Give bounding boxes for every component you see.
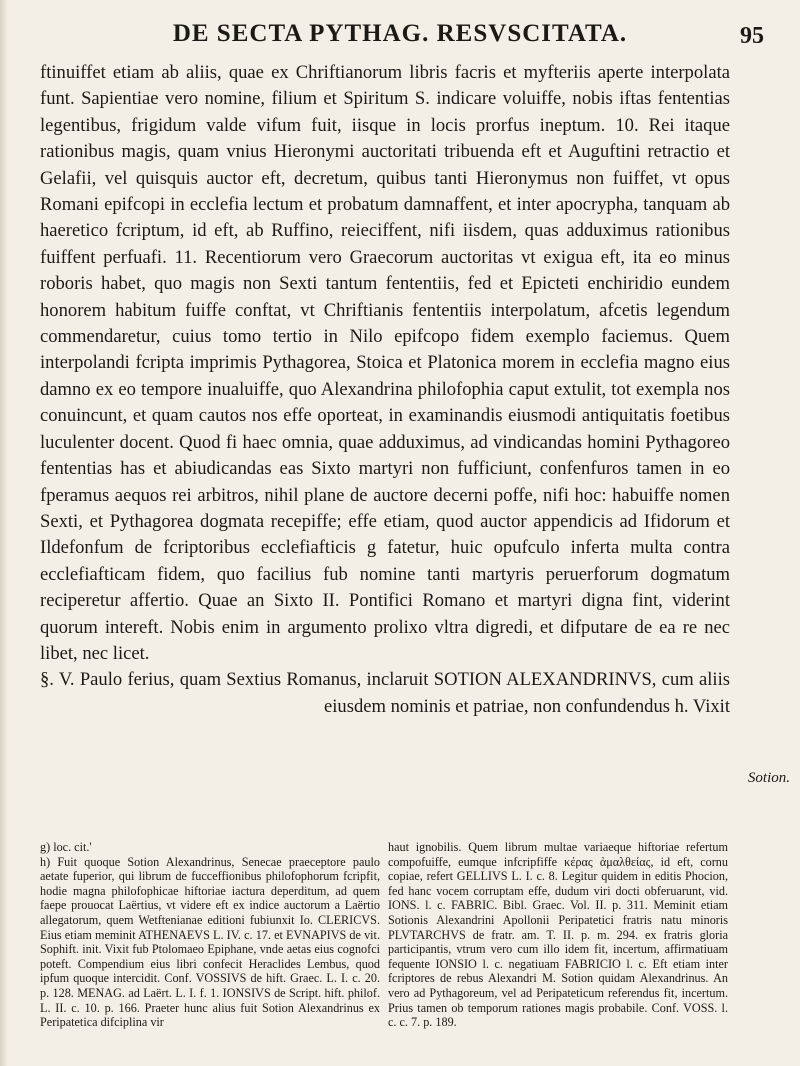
- footnote-g: g) loc. cit.': [40, 840, 92, 854]
- footnotes-left-column: [40, 840, 380, 1030]
- running-title: DE SECTA PYTHAG. RESVSCITATA.: [172, 20, 628, 47]
- page-edge-shadow: [0, 0, 8, 1066]
- margin-note-sotion: Sotion.: [747, 770, 790, 786]
- paragraph-2: §. V. Paulo ferius, quam Sextius Romanus, inclaruit SOTION ALEXANDRINVS, cum aliis eiusdem nominis et patriae, non confundendus h. Vixit: [40, 669, 730, 717]
- footnote-h-left: h) Fuit quoque Sotion Alexandrinus, Senecae praeceptore paulo aetate fuperior, qui librum de fucceffionibus philofophorum fcripfit, hodie magna philofophicae hiftoriae iactura deperditum, ad quem faepe prouocat Laërtius, vt videre eft ex indice auctorum a Laërtio allegatorum, quem Wetftenianae editioni fubiunxit Io. CLERICVS. Eius etiam meminit ATHENAEVS L. IV. c. 17. et EVNAPIVS de vit. Sophift. init. Vixit fub Ptolomaeo Epiphane, vnde aetas eius cognofci poteft. Compendium eius libri confecit Heraclides Lembus, quod ipfum quoque intercidit. Conf. VOSSIVS de hift. Graec. L. I. c. 20. p. 128. MENAG. ad Laërt. L. I. f. 1. IONSIVS de Script. hift. philof. L. II. c. 10. p. 166. Praeter hunc alius fuit Sotion Alexandrinus ex Peripatetica difciplina vir: [40, 854, 380, 1030]
- page-number: 95: [740, 23, 764, 49]
- footnotes-right-column: [388, 840, 728, 1030]
- footnote-h-right: haut ignobilis. Quem librum multae variaeque hiftoriae refertum compofuiffe, eumque infcripfiffe κέρας ἀμαλθείας, id eft, cornu copiae, refert GELLIVS L. I. c. 8. Legitur quidem in editis Phocion, fed hanc vocem corruptam effe, dudum viri docti obferuarunt, vid. IONS. l. c. FABRIC. Bibl. Graec. Vol. II. p. 311. Meminit etiam Sotionis Alexandrini Apollonii Peripatetici fratris natu minoris PLVTARCHVS de fratr. am. T. II. p. m. 294. ex fratris gloria participantis, vtrum vero cum illo idem fit, incertum, affirmatiuam fequente IONSIO l. c. negatiuam FABRICIO l. c. Eft etiam inter fcriptores de rebus Alexandri M. Sotion quidam Alexandrinus. An vero ad Pythagoreum, vel ad Peripateticum referendus fit, incertum. Prius tamen ob temporum rationes magis probabile. Conf. VOSS. l. c. c. 7. p. 189.: [388, 840, 728, 1030]
- main-text-block: [40, 60, 730, 720]
- paragraph-1: ftinuiffet etiam ab aliis, quae ex Chriftianorum libris facris et myfteriis aperte interpolata funt. Sapientiae vero nomine, filium et Spiritum S. indicare voluiffe, nobis iftas fententias legentibus, frigidum valde vifum fuit, iisque in locis prorfus ineptum. 10. Rei itaque rationibus magis, quam vnius Hieronymi auctoritati tribuenda eft et Auguftini retractio et Gelafii, vel quisquis auctor eft, decretum, quibus tanti Hieronymus non fuiffet, vt opus Romani epifcopi in ecclefia lectum et probatum damnaffent, et inter apocrypha, tanquam ab haeretico fcriptum, id eft, ab Ruffino, reieciffent, nifi iisdem, quas adduximus rationibus fuiffent perfuafi. 11. Recentiorum vero Graecorum auctoritas vt exigua eft, ita eo minus roboris habet, quo magis non Sexti tantum fententiis, fed et Epicteti enchiridio eundem honorem habitum fuiffe conftat, vt Chriftianis fententiis interpolatum, afcetis legendum commendaretur, cuius tomo tertio in Nilo epifcopo fidem exemplo faciemus. Quem interpolandi fcripta imprimis Pythagorea, Stoica et Platonica morem in ecclefia magno eius damno ex eo tempore inualuiffe, quo Alexandrina philofophia caput extulit, tot exempla nos conuincunt, et quam cautos nos effe oporteat, in examinandis eiusmodi antiquitatis foetibus luculenter docent. Quod fi haec omnia, quae adduximus, ad vindicandas homini Pythagoreo fententias has et abiudicandas eas Sixto martyri non fufficiunt, confenfuros tamen in eo fperamus aequos rei arbitros, nihil plane de auctore decerni poffe, nifi hoc: habuiffe nomen Sexti, et Pythagorea dogmata recepiffe; effe etiam, quod auctor appendicis ad Ifidorum et Ildefonfum de fcriptoribus ecclefiafticis g fatetur, huic opufculo inferta multa contra ecclefiafticam fidem, quo facilius fub nomine tanti martyris peruerforum dogmatum reciperetur affertio. Quae an Sixto II. Pontifici Romano et martyri digna fint, viderint quorum intereft. Nobis enim in argumento prolixo vltra digredi, et difputare de ea re nec libet, nec licet.: [40, 62, 730, 664]
